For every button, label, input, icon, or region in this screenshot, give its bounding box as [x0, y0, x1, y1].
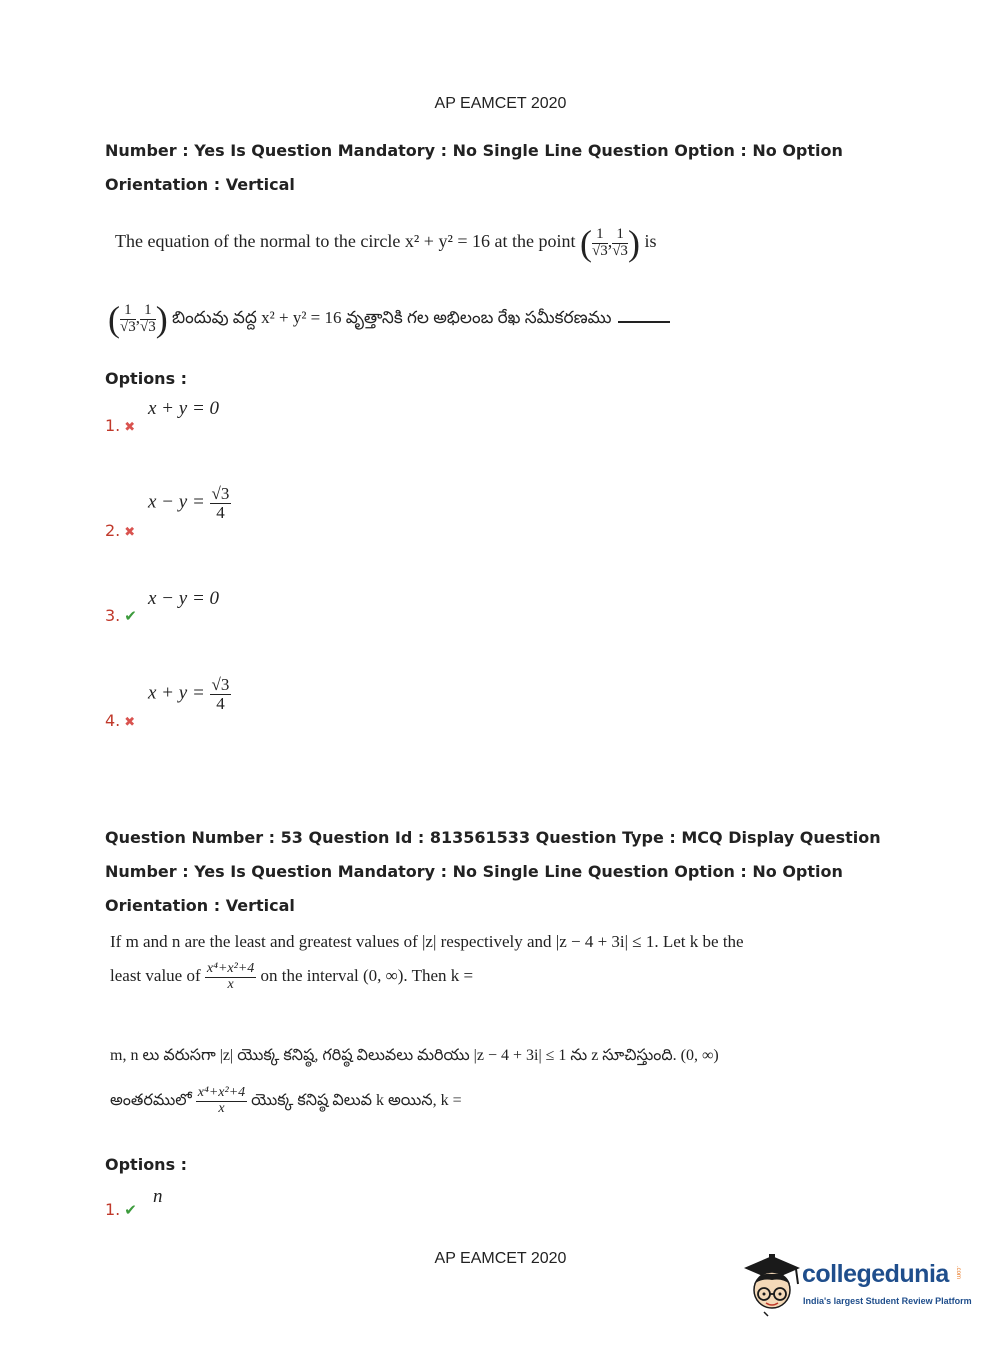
q1-option-2-frac-top: √3 [211, 484, 230, 503]
correct-icon: ✔ [124, 1201, 137, 1219]
q1-point-den-a: √3 [591, 242, 608, 259]
q2-options-label: Options : [105, 1155, 188, 1174]
logo-name: collegedunia [802, 1260, 949, 1288]
q1-option-4-number: 4. ✖ [105, 711, 136, 730]
q2-option-1-math: n [153, 1186, 163, 1207]
q1-option-2-lhs: x − y = [148, 491, 205, 513]
q2-meta-line1: Question Number : 53 Question Id : 813561533 Question Type : MCQ Display Question [105, 828, 881, 847]
q1-point-num-a: 1 [592, 227, 608, 244]
q1-option-4-lhs: x + y = [148, 682, 205, 704]
q1-options-label: Options : [105, 369, 188, 388]
q1-english-text: The equation of the normal to the circle x² + y² = 16 at the point ( $\frac{1}{√3}$ , $\frac{1}{√3}$ ) is [115, 223, 657, 263]
q1-telugu-text: ( $\frac{1}{√3}$ , $\frac{1}{√3}$ ) బిందువు వద్ద x² + y² = 16 వృత్తానికి గల అభిలంబ రేఖ సమీకరణము [108, 298, 670, 340]
q2-meta-line3: Orientation : Vertical [105, 896, 295, 915]
q2-telugu-line1: m, n లు వరుసగా |z| యొక్క కనిష్ఠ, గరిష్ఠ విలువలు మరియు |z − 4 + 3i| ≤ 1 ను z సూచిస్తుంది. (0, ∞) [110, 1047, 719, 1064]
q1-point-num-b: 1 [612, 227, 628, 244]
q1-option-2-number: 2. ✖ [105, 521, 136, 540]
answer-blank [618, 321, 670, 323]
q1-te-point-den-a: √3 [120, 318, 136, 335]
q2-en-prefix: least value of [110, 966, 201, 986]
q1-te-point-den-b: √3 [139, 318, 156, 335]
q2-english-line2 [110, 962, 473, 992]
q1-meta-line2: Orientation : Vertical [105, 175, 295, 194]
q1-en-suffix: is [644, 231, 657, 252]
q1-en-prefix: The equation of the normal to the circle x² + y² = 16 at the point [115, 231, 576, 252]
logo-suffix: .com [955, 1266, 961, 1280]
q2-option-1-number: 1. ✔ [105, 1200, 137, 1219]
q1-te-body: బిందువు వద్ద x² + y² = 16 వృత్తానికి గల అభిలంబ రేఖ సమీకరణము [171, 307, 612, 327]
wrong-icon: ✖ [124, 715, 136, 730]
mascot-icon [742, 1250, 804, 1320]
q1-option-2-math [148, 485, 231, 522]
q2-meta-line2: Number : Yes Is Question Mandatory : No Single Line Question Option : No Option [105, 862, 843, 881]
q1-option-4-math [148, 676, 231, 713]
page-footer: AP EAMCET 2020 [434, 1250, 567, 1267]
q1-te-point-num-b: 1 [140, 303, 156, 320]
q2-te-prefix: అంతరములో [110, 1091, 192, 1109]
wrong-icon: ✖ [124, 525, 136, 540]
q1-option-1-number: 1. ✖ [105, 416, 136, 435]
correct-icon: ✔ [124, 607, 137, 625]
q1-option-4-frac-top: √3 [211, 675, 230, 694]
q1-te-point-num-a: 1 [120, 303, 136, 320]
page-header: AP EAMCET 2020 [434, 95, 567, 112]
collegedunia-logo [742, 1250, 972, 1320]
q2-frac-top: x⁴+x²+4 [206, 961, 255, 976]
wrong-icon: ✖ [124, 420, 136, 435]
q1-option-4-frac-bot: 4 [216, 693, 225, 713]
q1-meta-line1: Number : Yes Is Question Mandatory : No Single Line Question Option : No Option [105, 141, 843, 160]
q1-option-3-math: x − y = 0 [148, 588, 220, 609]
q2-telugu-line2 [110, 1086, 462, 1116]
q1-option-3-number: 3. ✔ [105, 606, 137, 625]
q1-point-den-b: √3 [612, 242, 628, 259]
q1-option-1-math: x + y = 0 [148, 398, 220, 419]
q2-te-frac-bot: x [218, 1100, 225, 1116]
q2-te-suffix: యొక్క కనిష్ఠ విలువ k అయిన, k = [251, 1091, 462, 1109]
q1-option-2-frac-bot: 4 [216, 502, 225, 522]
q2-english-line1: If m and n are the least and greatest values of |z| respectively and |z − 4 + 3i| ≤ 1. Let k be the [110, 932, 744, 951]
q2-te-frac-top: x⁴+x²+4 [197, 1085, 246, 1100]
q2-en-suffix: on the interval (0, ∞). Then k = [260, 966, 474, 986]
q2-frac-bot: x [227, 976, 234, 992]
logo-tagline: India's largest Student Review Platform [803, 1296, 972, 1306]
